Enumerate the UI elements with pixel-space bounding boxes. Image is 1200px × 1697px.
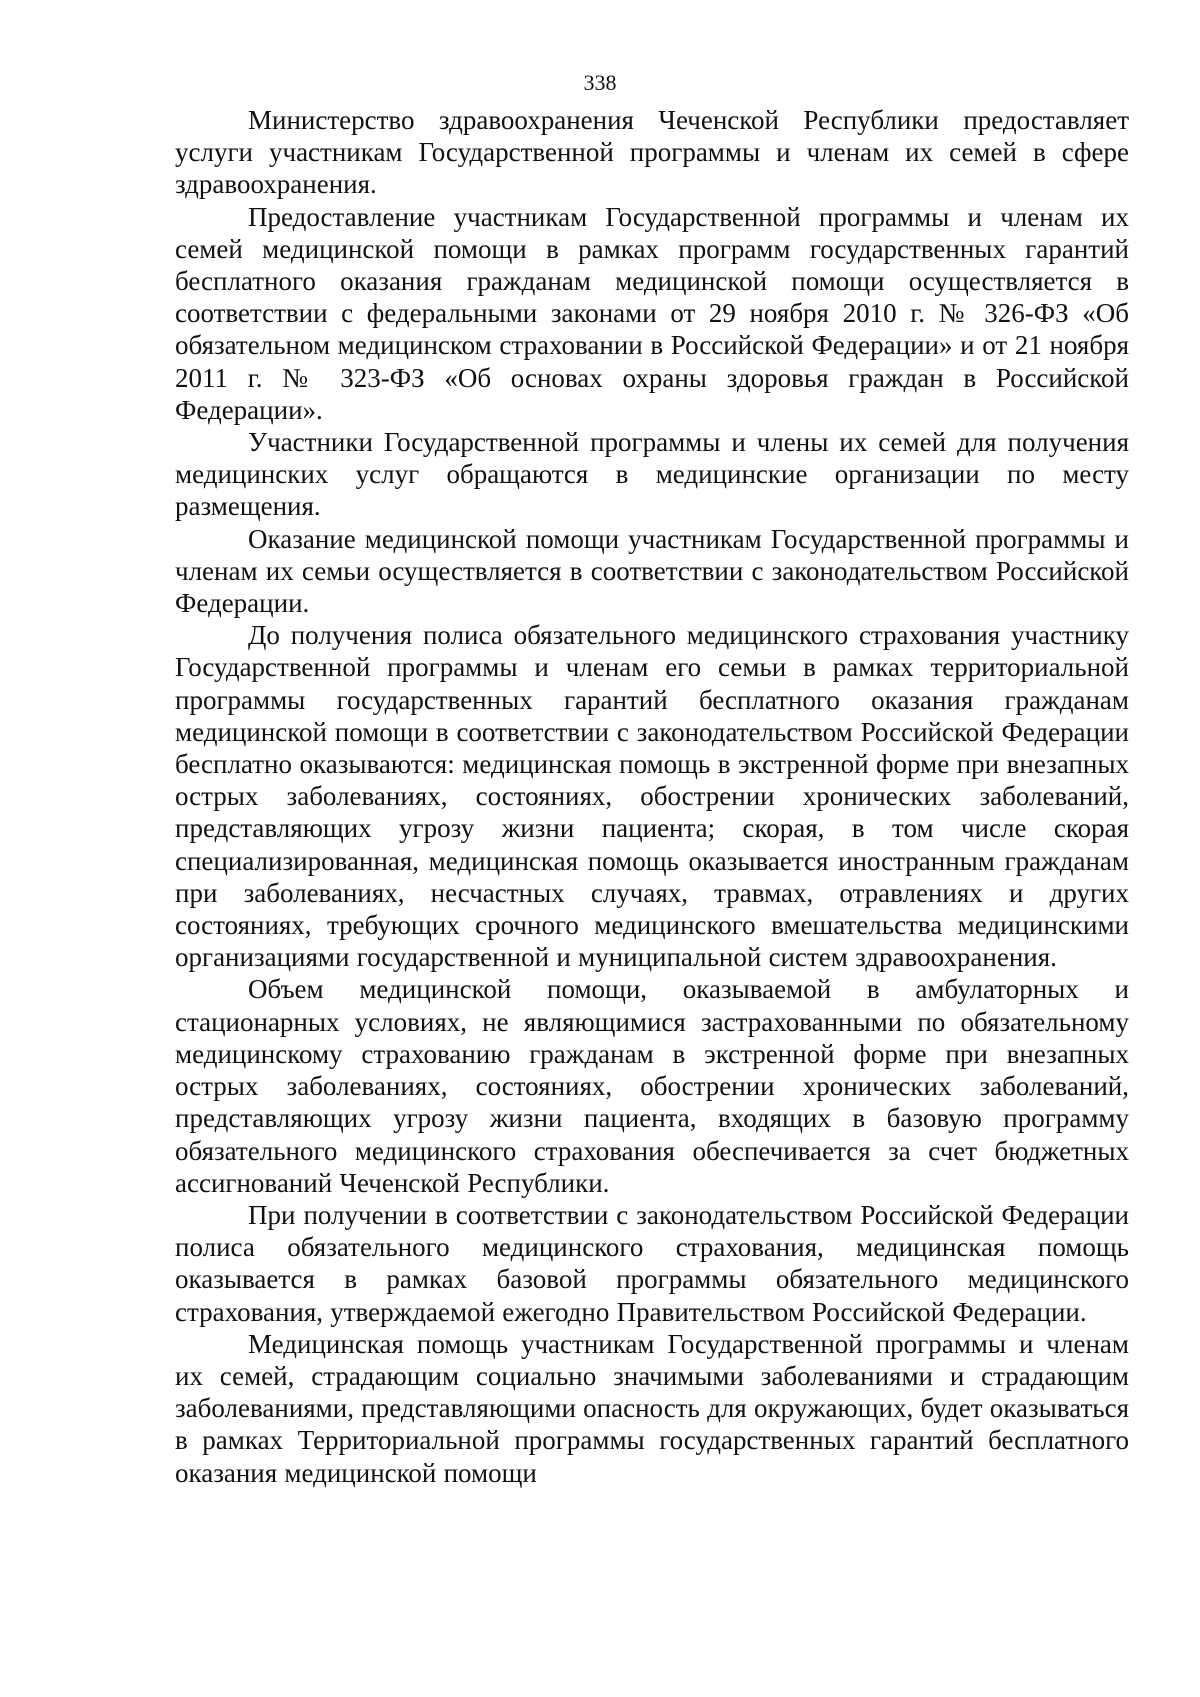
- paragraph-medical-organizations: Участники Государственной программы и члены их семей для получения медицинских услуг обращаются в медицинские организации по месту размещения.: [175, 427, 1129, 522]
- paragraph-before-policy: До получения полиса обязательного медицинского страхования участнику Государственной программы и членам его семьи в рамках территориальной программы государственных гарантий бесплатного оказания гражданам медицинской помощи в соответствии с законодательством Российской Федерации бесплатно оказываются: медицинская помощь в экстренной форме при внезапных острых заболеваниях, состояниях, обострении хронических заболеваний, представляющих угрозу жизни пациента; скорая, в том числе скорая специализированная, медицинская помощь оказывается иностранным гражданам при заболеваниях, несчастных случаях, травмах, отравлениях и других состояниях, требующих срочного медицинского вмешательства медицинскими организациями государственной и муниципальной систем здравоохранения.: [175, 620, 1129, 973]
- paragraph-socially-significant-diseases: Медицинская помощь участникам Государственной программы и членам их семей, страдающим социально значимыми заболеваниями и страдающим заболеваниями, представляющими опасность для окружающих, будет оказываться в рамках Территориальной программы государственных гарантий бесплатного оказания медицинской помощи: [175, 1328, 1129, 1488]
- paragraph-legislation-compliance: Оказание медицинской помощи участникам Государственной программы и членам их семьи осуществляется в соответствии с законодательством Российской Федерации.: [175, 523, 1129, 619]
- paragraph-ministry-services: Министерство здравоохранения Чеченской Республики предоставляет услуги участникам Государственной программы и членам их семей в сфере здравоохранения.: [175, 105, 1129, 200]
- page-number: 338: [583, 70, 617, 95]
- paragraph-medical-assistance-guarantees: Предоставление участникам Государственной программы и членам их семей медицинской помощи в рамках программ государственных гарантий бесплатного оказания гражданам медицинской помощи осуществляется в соответствии с федеральными законами от 29 ноября 2010 г. № 326-ФЗ «Об обязательном медицинском страховании в Российской Федерации» и от 21 ноября 2011 г. № 323-ФЗ «Об основах охраны здоровья граждан в Российской Федерации».: [175, 201, 1129, 425]
- paragraph-volume-of-care: Объем медицинской помощи, оказываемой в амбулаторных и стационарных условиях, не являющимися застрахованными по обязательному медицинскому страхованию гражданам в экстренной форме при внезапных острых заболеваниях, состояниях, обострении хронических заболеваний, представляющих угрозу жизни пациента, входящих в базовую программу обязательного медицинского страхования обеспечивается за счет бюджетных ассигнований Чеченской Республики.: [175, 974, 1129, 1198]
- paragraph-after-policy: При получении в соответствии с законодательством Российской Федерации полиса обязательного медицинского страхования, медицинская помощь оказывается в рамках базовой программы обязательного медицинского страхования, утверждаемой ежегодно Правительством Российской Федерации.: [175, 1199, 1129, 1327]
- document-body: [175, 104, 1129, 1489]
